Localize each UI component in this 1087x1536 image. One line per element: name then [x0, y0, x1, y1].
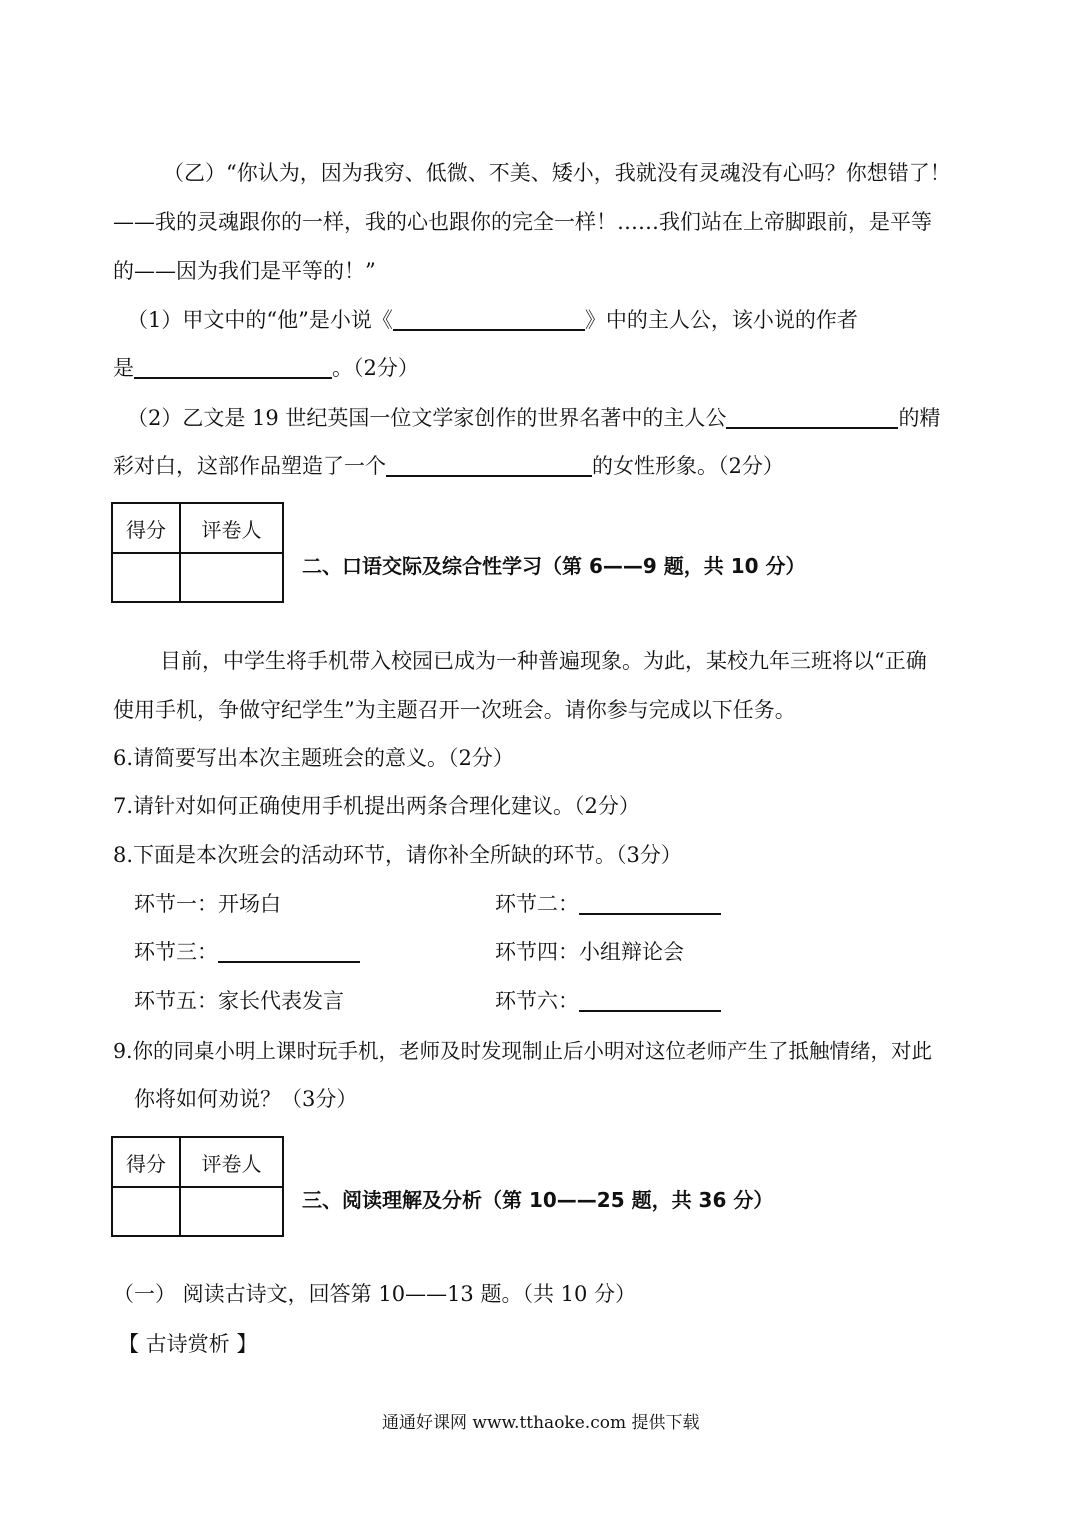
score-box-section-3 [111, 1136, 284, 1237]
step-4: 环节四：小组辩论会 [495, 940, 684, 964]
score-label: 得分 [112, 503, 180, 553]
passage-b-line-2: ——我的灵魂跟你的一样，我的心也跟你的完全一样！……我们站在上帝脚跟前，是平等 [113, 210, 932, 234]
passage-b-line-3: 的——因为我们是平等的！” [113, 259, 376, 283]
question-2-text-d: 的女性形象。（2分） [592, 454, 784, 478]
female-image-blank[interactable] [386, 475, 592, 477]
grader-cell[interactable] [180, 553, 283, 602]
step-6-row [495, 986, 721, 1016]
score-cell[interactable] [112, 553, 180, 602]
step-2-row [495, 889, 721, 919]
question-1-text-b: 》中的主人公，该小说的作者 [584, 308, 858, 332]
section-2-intro-line-1: 目前，中学生将手机带入校园已成为一种普遍现象。为此，某校九年三班将以“正确 [160, 649, 927, 673]
step-6-blank[interactable] [579, 1010, 721, 1012]
step-3-label: 环节三： [134, 940, 218, 964]
score-box-section-2 [111, 502, 284, 603]
question-1-text-a: （1）甲文中的“他”是小说《 [127, 308, 393, 332]
passage-b-line-1: （乙）“你认为，因为我穷、低微、不美、矮小，我就没有灵魂没有心吗？你想错了！ [163, 161, 951, 185]
step-3-blank[interactable] [218, 961, 360, 963]
question-2-text-b: 的精 [898, 406, 941, 430]
question-9-line-2: 你将如何劝说？（3分） [134, 1087, 358, 1111]
author-blank[interactable] [134, 377, 332, 379]
section-2-intro-line-2: 使用手机，争做守纪学生”为主题召开一次班会。请你参与完成以下任务。 [113, 698, 796, 722]
question-7: 7.请针对如何正确使用手机提出两条合理化建议。（2分） [113, 794, 640, 818]
section-2-title: 二、口语交际及综合性学习（第 6——9 题，共 10 分） [302, 554, 806, 578]
question-1-text-c: 是 [113, 356, 134, 380]
step-6-label: 环节六： [495, 989, 579, 1013]
poetry-appreciation-subhead: 【 古诗赏析 】 [118, 1332, 258, 1356]
question-2-line-2 [113, 451, 784, 481]
section-3-title: 三、阅读理解及分析（第 10——25 题，共 36 分） [302, 1188, 774, 1212]
score-label: 得分 [112, 1137, 180, 1187]
question-6: 6.请简要写出本次主题班会的意义。（2分） [113, 746, 514, 770]
question-1-line-1 [127, 305, 858, 335]
step-1: 环节一：开场白 [134, 892, 281, 916]
grader-label: 评卷人 [180, 503, 283, 553]
footer-text: 通通好课网 www.tthaoke.com 提供下载 [382, 1413, 700, 1433]
question-1-text-d: 。（2分） [332, 356, 419, 380]
question-9-line-1: 9.你的同桌小明上课时玩手机，老师及时发现制止后小明对这位老师产生了抵触情绪，对此 [113, 1039, 933, 1063]
section-3-part-1: （一） 阅读古诗文，回答第 10——13 题。（共 10 分） [113, 1282, 637, 1306]
step-2-label: 环节二： [495, 892, 579, 916]
score-cell[interactable] [112, 1187, 180, 1236]
step-5: 环节五：家长代表发言 [134, 989, 344, 1013]
step-3-row [134, 937, 360, 967]
grader-label: 评卷人 [180, 1137, 283, 1187]
novel-title-blank[interactable] [393, 329, 585, 331]
question-2-text-a: （2）乙文是 19 世纪英国一位文学家创作的世界名著中的主人公 [127, 406, 727, 430]
question-2-text-c: 彩对白，这部作品塑造了一个 [113, 454, 386, 478]
grader-cell[interactable] [180, 1187, 283, 1236]
protagonist-blank[interactable] [726, 427, 898, 429]
step-2-blank[interactable] [579, 913, 721, 915]
question-8: 8.下面是本次班会的活动环节，请你补全所缺的环节。（3分） [113, 843, 682, 867]
question-1-line-2 [113, 353, 419, 383]
question-2-line-1 [127, 403, 940, 433]
